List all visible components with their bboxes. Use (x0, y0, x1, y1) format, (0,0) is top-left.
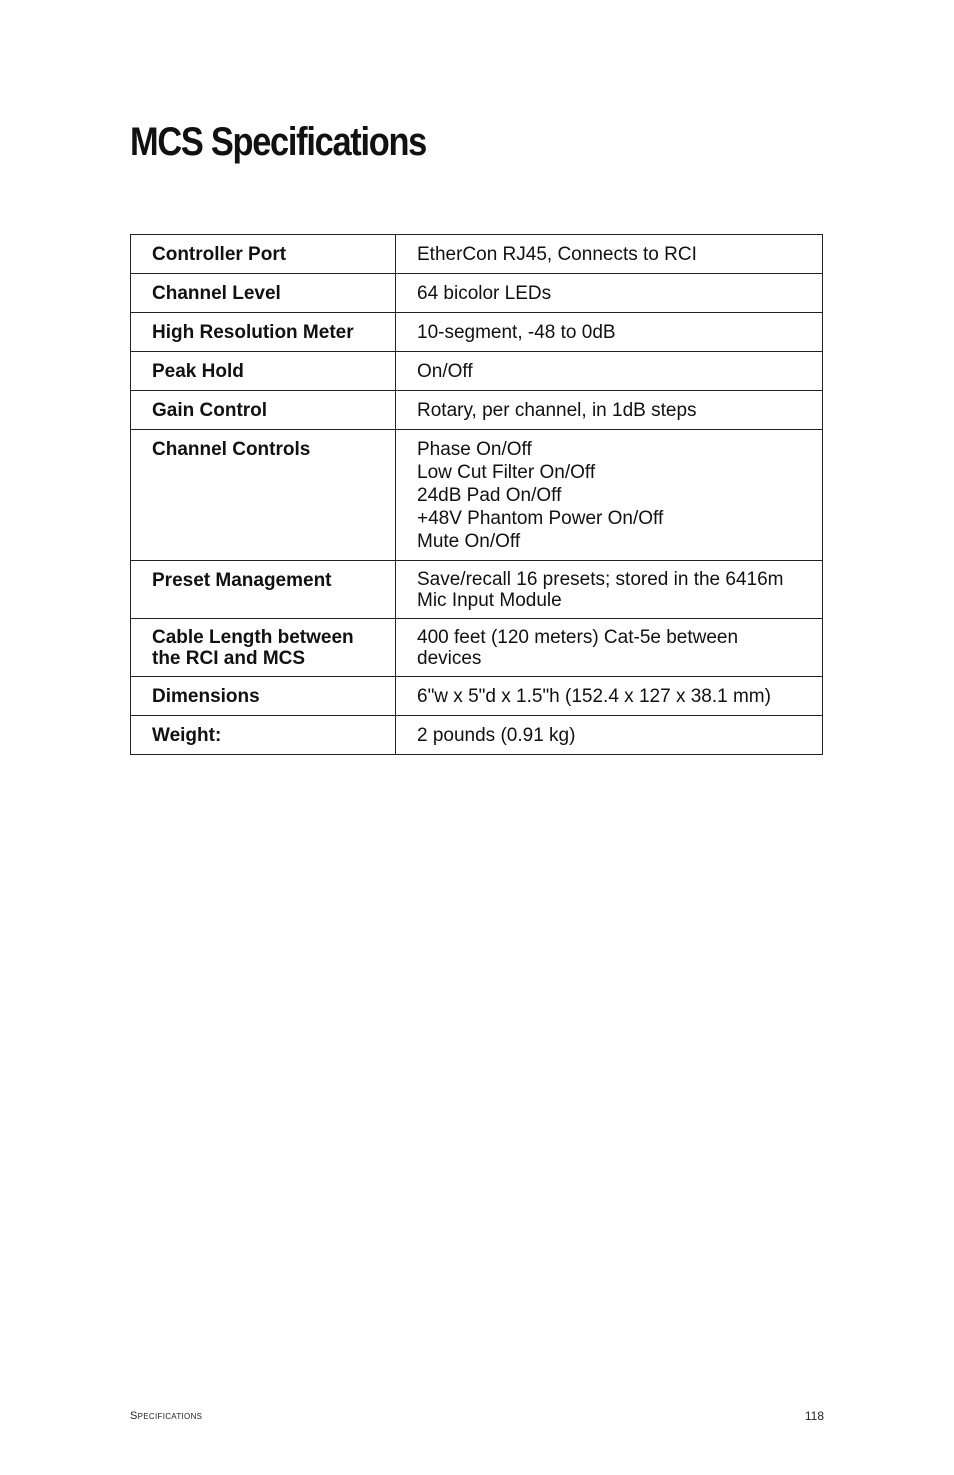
value-line: 64 bicolor LEDs (417, 283, 552, 304)
row-value (396, 313, 823, 352)
row-value (396, 352, 823, 391)
row-value (396, 235, 823, 274)
row-value (396, 677, 823, 716)
row-label: Gain Control (131, 391, 396, 430)
value-line: EtherCon RJ45, Connects to RCI (417, 244, 697, 265)
row-value (396, 430, 823, 561)
row-label (131, 619, 396, 677)
value-line: 10-segment, -48 to 0dB (417, 322, 616, 343)
value-line: 2 pounds (0.91 kg) (417, 725, 576, 746)
label-line: the RCI and MCS (152, 648, 306, 669)
row-value (396, 274, 823, 313)
value-line: On/Off (417, 361, 473, 382)
table-row (131, 561, 823, 619)
value-line: Save/recall 16 presets; stored in the 6416m (417, 569, 784, 590)
table-row (131, 313, 823, 352)
table-row (131, 716, 823, 755)
table-row (131, 274, 823, 313)
value-line: 400 feet (120 meters) Cat-5e between (417, 627, 739, 648)
row-label: Channel Controls (131, 430, 396, 561)
footer-section-name: Specifications (130, 1410, 203, 1422)
value-line: devices (417, 648, 482, 669)
value-line: 24dB Pad On/Off (417, 485, 562, 506)
table-row (131, 235, 823, 274)
value-line: +48V Phantom Power On/Off (417, 508, 664, 529)
page-title: MCS Specifications (130, 120, 427, 164)
table-row (131, 352, 823, 391)
table-row (131, 619, 823, 677)
row-label: Controller Port (131, 235, 396, 274)
spec-table (130, 234, 823, 755)
row-label: Preset Management (131, 561, 396, 619)
row-label: High Resolution Meter (131, 313, 396, 352)
row-label: Weight: (131, 716, 396, 755)
row-label: Channel Level (131, 274, 396, 313)
table-row (131, 677, 823, 716)
value-line: 6"w x 5"d x 1.5"h (152.4 x 127 x 38.1 mm) (417, 686, 771, 707)
value-line: Mic Input Module (417, 590, 562, 611)
row-value (396, 716, 823, 755)
value-line: Low Cut Filter On/Off (417, 462, 596, 483)
row-value (396, 391, 823, 430)
label-line: Cable Length between (152, 627, 354, 648)
value-line: Rotary, per channel, in 1dB steps (417, 400, 697, 421)
row-value (396, 619, 823, 677)
row-label: Dimensions (131, 677, 396, 716)
row-value (396, 561, 823, 619)
value-line: Phase On/Off (417, 439, 532, 460)
table-row (131, 391, 823, 430)
value-line: Mute On/Off (417, 531, 521, 552)
row-label: Peak Hold (131, 352, 396, 391)
footer-page-number: 118 (804, 1409, 824, 1423)
table-row (131, 430, 823, 561)
